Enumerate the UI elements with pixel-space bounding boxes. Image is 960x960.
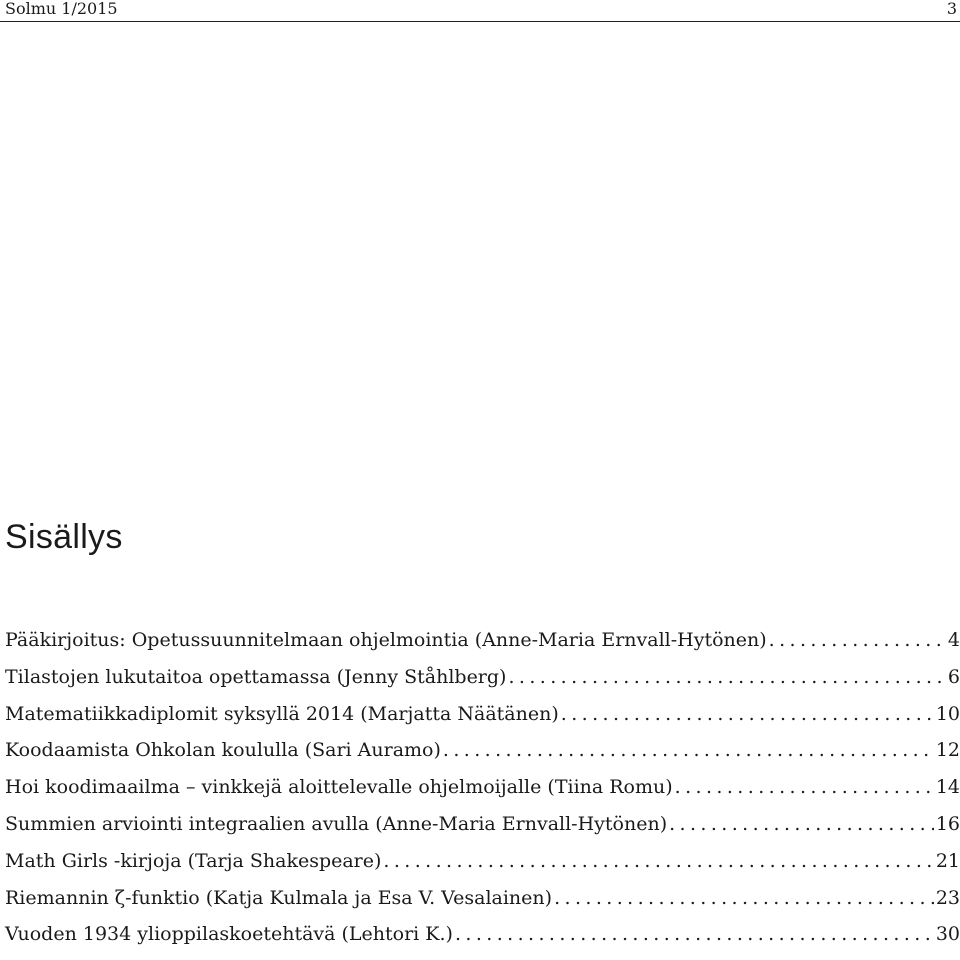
- dot-leader: [675, 776, 934, 798]
- toc-entry-title: Riemannin ζ-funktio (Katja Kulmala ja Esa V. Vesalainen): [5, 886, 553, 909]
- toc-entry-title: Matematiikkadiplomit syksyllä 2014 (Marjatta Näätänen): [5, 702, 559, 725]
- toc-entry-title: Hoi koodimaailma – vinkkejä aloittelevalle ohjelmoijalle (Tiina Romu): [5, 776, 673, 799]
- journal-issue-label: Solmu 1/2015: [5, 0, 118, 18]
- toc-entry-page: 30: [935, 923, 960, 946]
- toc-entry[interactable]: [5, 666, 960, 703]
- table-of-contents: [5, 629, 960, 960]
- toc-entry[interactable]: [5, 887, 960, 924]
- dot-leader: [508, 666, 945, 688]
- dot-leader: [769, 629, 946, 651]
- toc-entry-title: Koodaamista Ohkolan koululla (Sari Auramo): [5, 739, 441, 762]
- toc-entry-page: 6: [947, 665, 960, 688]
- page-title: Sisällys: [5, 518, 123, 556]
- dot-leader: [443, 739, 934, 761]
- toc-entry[interactable]: [5, 776, 960, 813]
- toc-entry[interactable]: [5, 739, 960, 776]
- page-number: 3: [946, 0, 957, 18]
- toc-entry-title: Vuoden 1934 ylioppilaskoetehtävä (Lehtori K.): [5, 923, 453, 946]
- toc-entry[interactable]: [5, 703, 960, 740]
- dot-leader: [383, 850, 933, 872]
- dot-leader: [554, 887, 934, 909]
- toc-entry-page: 4: [947, 629, 960, 651]
- toc-entry-page: 21: [935, 849, 960, 872]
- toc-entry-page: 14: [935, 776, 960, 799]
- toc-entry-title: Summien arviointi integraalien avulla (Anne-Maria Ernvall-Hytönen): [5, 812, 668, 835]
- toc-entry[interactable]: [5, 850, 960, 887]
- dot-leader: [455, 923, 934, 945]
- toc-entry-title: Tilastojen lukutaitoa opettamassa (Jenny Ståhlberg): [5, 665, 507, 688]
- toc-entry[interactable]: [5, 629, 960, 666]
- toc-entry-title: Pääkirjoitus: Opetussuunnitelmaan ohjelmointia (Anne-Maria Ernvall-Hytönen): [5, 629, 767, 651]
- toc-entry-page: 16: [935, 812, 960, 835]
- toc-entry[interactable]: [5, 813, 960, 850]
- dot-leader: [669, 813, 934, 835]
- toc-entry-page: 10: [935, 702, 960, 725]
- toc-entry-page: 12: [935, 739, 960, 762]
- toc-entry[interactable]: [5, 923, 960, 960]
- running-header: [0, 0, 960, 22]
- dot-leader: [561, 703, 934, 725]
- toc-entry-title: Math Girls -kirjoja (Tarja Shakespeare): [5, 849, 382, 872]
- toc-entry-page: 23: [935, 886, 960, 909]
